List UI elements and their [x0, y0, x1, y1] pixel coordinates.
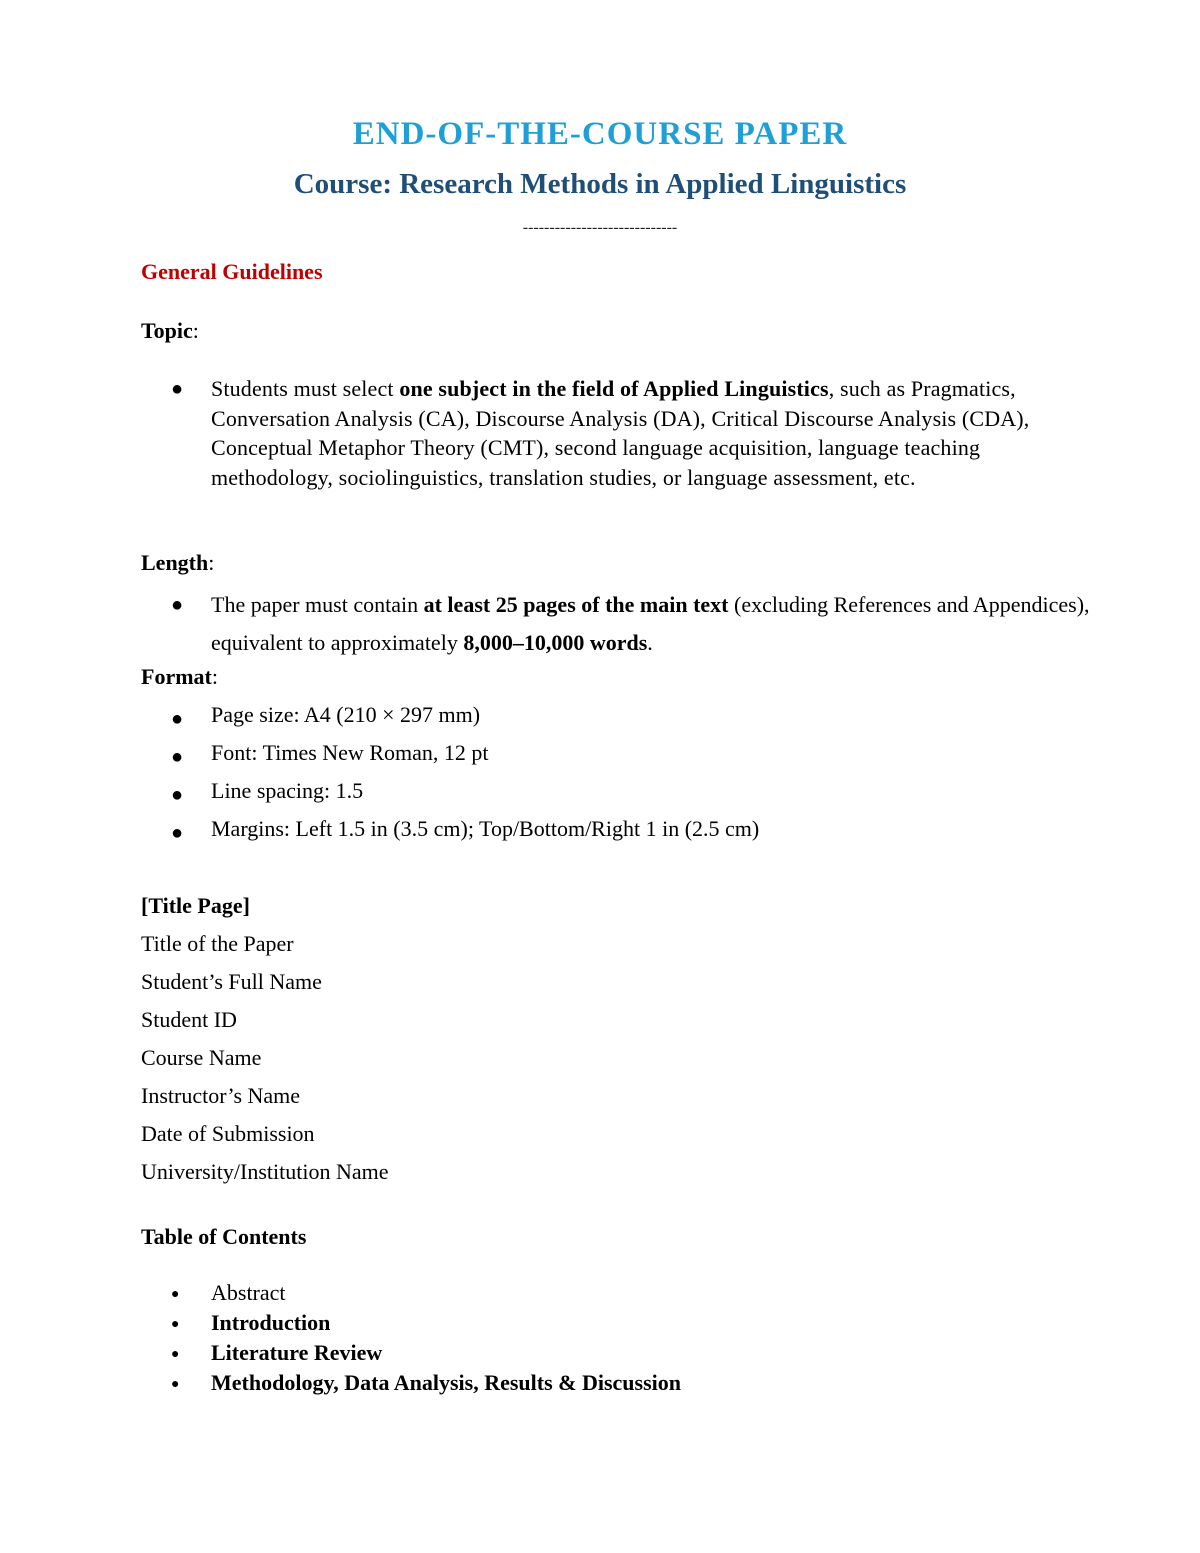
format-bullet-icon: ● — [171, 746, 184, 768]
format-item: Page size: A4 (210 × 297 mm) — [211, 702, 481, 727]
title-page-line: University/Institution Name — [141, 1159, 389, 1184]
length-text-pre: The paper must contain — [211, 592, 424, 617]
course-subtitle: Course: Research Methods in Applied Linguistics — [293, 168, 907, 200]
toc-item: Methodology, Data Analysis, Results & Discussion — [211, 1370, 682, 1395]
document-title: END-OF-THE-COURSE PAPER — [352, 116, 848, 152]
length-text-bold: at least 25 pages of the main text — [423, 592, 729, 617]
toc-bullet-icon: ● — [171, 1377, 180, 1392]
topic-text-bold: one subject in the field of Applied Linguistics — [399, 376, 829, 401]
format-item: Line spacing: 1.5 — [211, 778, 364, 803]
length-text-mid: (excluding References and Appendices), equivalent to approximately — [211, 592, 1090, 655]
title-page-line: Course Name — [141, 1045, 262, 1070]
topic-bullet-icon: ● — [171, 378, 184, 400]
format-colon: : — [211, 664, 218, 689]
topic-bullet-text — [211, 374, 1091, 492]
length-colon: : — [208, 550, 215, 575]
toc-bullet-icon: ● — [171, 1287, 180, 1302]
topic-text-post: , such as Pragmatics, Conversation Analysis (CA), Discourse Analysis (DA), Critical Discourse Analysis (CDA), Conceptual Metaphor Theory (CMT), second language acquisition, language teaching methodology, sociolinguistics, translation studies, or language assessment, etc. — [211, 376, 1030, 490]
title-page-line: Student ID — [141, 1007, 237, 1032]
format-bullet-icon: ● — [171, 822, 184, 844]
toc-bullet-icon: ● — [171, 1347, 180, 1362]
topic-label: Topic — [141, 318, 193, 343]
title-page-line: Student’s Full Name — [141, 969, 322, 994]
title-page-line: Instructor’s Name — [141, 1083, 301, 1108]
length-label: Length — [141, 550, 209, 575]
format-label-line — [141, 662, 218, 692]
toc-heading: Table of Contents — [141, 1224, 307, 1249]
toc-item: Introduction — [211, 1310, 331, 1335]
length-bullet-text — [211, 586, 1091, 662]
title-page-heading: [Title Page] — [141, 893, 250, 918]
topic-label-line — [141, 316, 199, 346]
divider-line: ----------------------------- — [522, 219, 678, 236]
topic-colon: : — [192, 318, 199, 343]
toc-item: Literature Review — [211, 1340, 383, 1365]
format-item: Font: Times New Roman, 12 pt — [211, 740, 489, 765]
title-page-line: Title of the Paper — [141, 931, 294, 956]
format-item: Margins: Left 1.5 in (3.5 cm); Top/Bottom/Right 1 in (2.5 cm) — [211, 816, 760, 841]
length-text-bold-2: 8,000–10,000 words — [463, 630, 648, 655]
length-label-line — [141, 548, 214, 578]
format-bullet-icon: ● — [171, 708, 184, 730]
toc-bullet-icon: ● — [171, 1317, 180, 1332]
format-label: Format — [141, 664, 212, 689]
length-text-post: . — [647, 630, 653, 655]
format-bullet-icon: ● — [171, 784, 184, 806]
general-guidelines-heading: General Guidelines — [141, 259, 323, 284]
toc-item: Abstract — [211, 1280, 286, 1305]
title-page-line: Date of Submission — [141, 1121, 315, 1146]
topic-text-pre: Students must select — [211, 376, 400, 401]
length-bullet-icon: ● — [171, 594, 184, 616]
